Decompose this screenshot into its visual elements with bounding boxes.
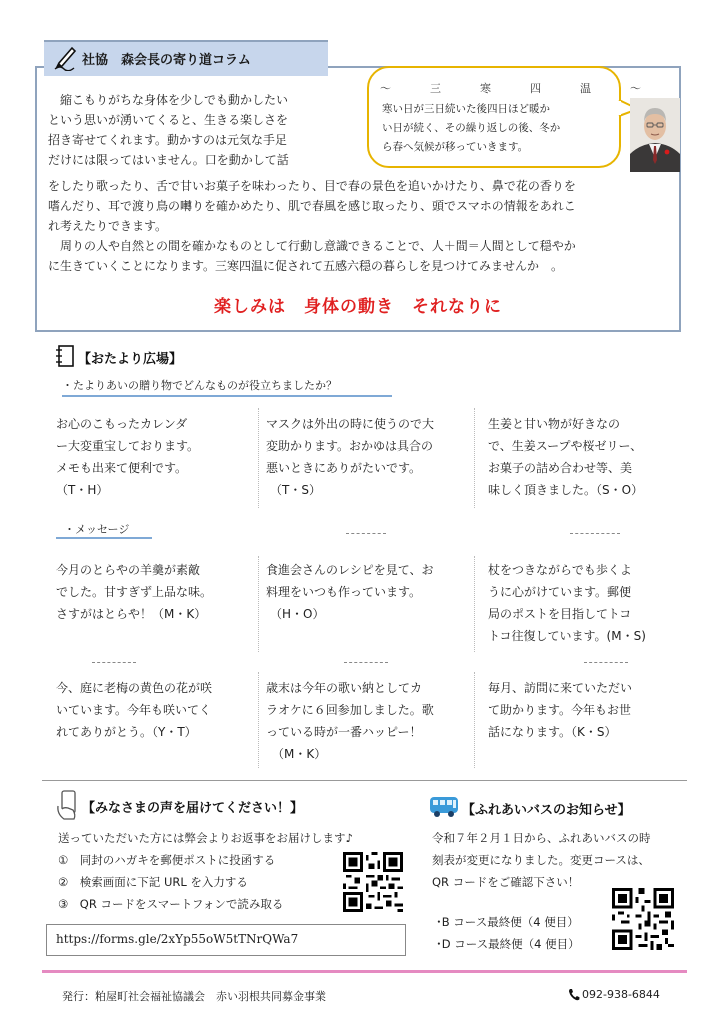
phone-icon: [568, 988, 580, 1001]
message-line: 局のポストを目指してトコ: [488, 607, 632, 621]
dashed-separator: [584, 662, 628, 663]
bus-qr-code[interactable]: [612, 888, 674, 950]
column-text-line: 招き寄せてくれます。動かすのは元気な手足: [48, 133, 288, 147]
column-text-line: 縮こもりがちな身体を少しでも動かしたい: [48, 93, 289, 107]
message-line: いています。今年も咲いてく: [56, 703, 212, 717]
dashed-separator: [570, 533, 620, 534]
message-line: 歳末は今年の歌い納としてカ: [266, 681, 423, 695]
column-divider: [258, 556, 259, 652]
publisher: 発行：粕屋町社会福祉協議会 赤い羽根共同募金事業: [62, 990, 326, 1003]
column-text-line: という思いが湧いてくると、生きる楽しさを: [48, 113, 289, 127]
gift-comment-line: 味しく頂きました。（S・O）: [488, 483, 644, 497]
gift-comment-author: （T・S）: [270, 483, 321, 497]
column-text-line: をしたり歌ったり、舌で甘いお菓子を味わったり、目で春の景色を追いかけたり、鼻で花の香りを: [48, 179, 576, 193]
gift-comment-line: で、生姜スープや桜ゼリー、: [488, 439, 643, 453]
bubble-text-line: い日が続く、その繰り返しの後、冬か: [382, 122, 561, 134]
message-line: っている時が一番ハッピー！: [266, 725, 422, 739]
message-author: （M・K）: [272, 747, 327, 761]
column-divider: [474, 672, 475, 768]
bus-text-line: 刻表が変更になりました。変更コースは、: [432, 853, 650, 867]
message-line: て助かります。今年もお世: [488, 703, 632, 717]
message-line: 杖をつきながらでも歩くよ: [488, 563, 632, 577]
pen-icon: [54, 45, 78, 71]
voices-step: ② 検索画面に下記 URL を入力する: [58, 875, 248, 889]
phone-number: 092-938-6844: [582, 988, 660, 1001]
dashed-separator: [346, 533, 386, 534]
bus-title: 【ふれあいバスのお知らせ】: [462, 803, 631, 818]
chairman-portrait: [630, 98, 680, 172]
gift-comment-line: 悪いときにありがたいです。: [266, 461, 422, 475]
message-line: でした。甘すぎず上品な味。: [56, 585, 213, 599]
message-line: 今月のとらやの羊羹が素敵: [56, 563, 201, 577]
voices-step: ③ QR コードをスマートフォンで読み取る: [58, 897, 284, 911]
section-divider: [42, 780, 687, 781]
bus-course: ･B コース最終便（4 便目）: [436, 915, 579, 929]
otayori-title: 【おたより広場】: [78, 352, 183, 367]
gift-comment-line: ー大変重宝しております。: [56, 439, 200, 453]
message-line: うに心がけています。郵便: [488, 585, 632, 599]
gift-comment-line: 変助かります。おかゆは具合の: [266, 439, 434, 453]
gift-comment-line: メモも出来て便利です。: [56, 461, 188, 475]
form-url[interactable]: https://forms.gle/2xYp55oW5tTNrQWa7: [56, 932, 299, 946]
voices-intro: 送っていただいた方には弊会よりお返事をお届けします♪: [58, 831, 353, 845]
column-text-line: れ考えたりできます。: [48, 219, 168, 233]
bubble-text-line: 寒い日が三日続いた後四日ほど暖か: [382, 103, 550, 115]
column-divider: [258, 408, 259, 508]
voices-step: ① 同封のハガキを郵便ポストに投函する: [58, 853, 276, 867]
question-text: ・たよりあいの贈り物でどんなものが役立ちましたか？: [62, 379, 337, 392]
message-line: 食進会さんのレシピを見て、お: [266, 563, 434, 577]
message-line: さすがはとらや！（M・K）: [56, 607, 207, 621]
message-line: トコ往復しています。(M・S): [488, 629, 646, 643]
smartphone-hand-icon: [56, 790, 80, 820]
bus-text-line: QR コードをご確認下さい！: [432, 875, 580, 889]
voices-qr-code[interactable]: [343, 852, 403, 912]
message-author: （H・O）: [270, 607, 325, 621]
bus-text-line: 令和７年２月１日から、ふれあいバスの時: [432, 831, 651, 845]
dashed-separator: [344, 662, 388, 663]
gift-comment-line: お心のこもったカレンダ: [56, 417, 188, 431]
column-text-line: だけには限ってはいません。口を動かして話: [48, 153, 289, 167]
column-text-line: に生きていくことになります。三寒四温に促されて五感六穏の暮らしを見つけてみませんか 。: [48, 259, 564, 273]
messages-label: ・メッセージ: [64, 523, 130, 536]
gift-comment-line: マスクは外出の時に使うので大: [266, 417, 435, 431]
column-text-line: 周りの人や自然との間を確かなものとして行動し意識できることで、人＋間＝人間として穏やか: [48, 239, 576, 253]
column-title: 社協 森会長の寄り道コラム: [82, 53, 251, 68]
message-line: 今、庭に老梅の黄色の花が咲: [56, 681, 213, 695]
column-divider: [474, 556, 475, 652]
slogan: 楽しみは 身体の動き それなりに: [214, 297, 502, 317]
gift-comment-line: 生姜と甘い物が好きなの: [488, 417, 621, 431]
message-line: ラオケに６回参加しました。歌: [266, 703, 434, 717]
voices-title: 【みなさまの声を届けてください！】: [82, 801, 304, 816]
gift-comment-author: （T・H）: [56, 483, 109, 497]
bubble-heading: ～ 三 寒 四 温 ～: [380, 82, 655, 95]
column-divider: [474, 408, 475, 508]
bus-course: ･D コース最終便（4 便目）: [436, 937, 580, 951]
column-text-line: 嗜んだり、耳で渡り鳥の囀りを確かめたり、肌で春風を感じ取ったり、頭でスマホの情報をあれこ: [48, 199, 576, 213]
bus-icon: [429, 796, 459, 818]
message-line: 毎月、訪問に来ていただい: [488, 681, 633, 695]
notebook-icon: [56, 344, 76, 368]
footer-divider: [42, 970, 687, 973]
message-line: 話になります。（K・S）: [488, 725, 617, 739]
column-divider: [258, 672, 259, 768]
gift-comment-line: お菓子の詰め合わせ等、美: [488, 461, 633, 475]
bubble-text-line: ら春へ気候が移っていきます。: [382, 141, 529, 153]
message-line: 料理をいつも作っています。: [266, 585, 422, 599]
message-line: れてありがとう。（Y・T）: [56, 725, 197, 739]
dashed-separator: [92, 662, 136, 663]
